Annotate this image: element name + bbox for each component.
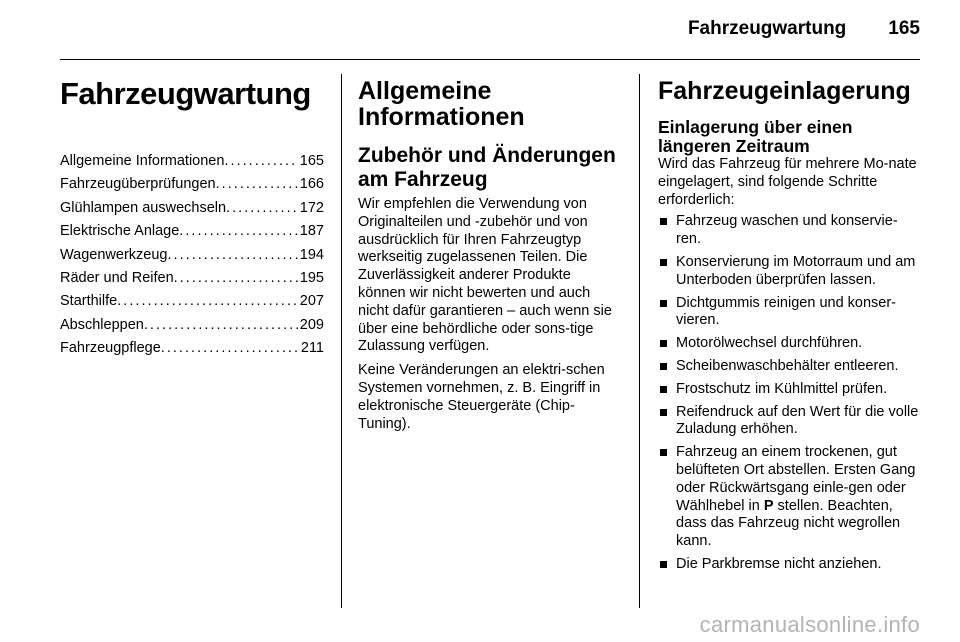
column-divider-2: [639, 74, 640, 608]
header-rule: [60, 59, 920, 60]
storage-column: [658, 78, 922, 579]
gear-position-label: P: [763, 497, 774, 514]
toc-item-label: Elektrische Anlage: [60, 223, 180, 240]
toc-item-page: 211: [300, 340, 324, 357]
square-bullet-icon: [660, 409, 667, 416]
list-item-text: Die Parkbremse nicht anziehen.: [676, 555, 882, 572]
toc-item-label: Abschleppen: [60, 316, 144, 333]
square-bullet-icon: [660, 300, 667, 307]
general-info-column: [358, 78, 622, 439]
toc-leader-dots: [179, 220, 298, 243]
toc-item-page: 165: [299, 153, 324, 169]
list-item-text-part: Fahrzeug an einem trockenen, gut belüfteten Ort abstellen. Ersten Gang oder Rückwärtsgang einle-gen oder Wählhebel in: [676, 444, 916, 514]
header-chapter-title: Fahrzeugwartung: [687, 18, 847, 39]
chapter-title: Fahrzeugwartung: [60, 76, 311, 111]
toc-item-page: 166: [299, 176, 324, 193]
list-item: [658, 254, 922, 290]
toc-item-label: Räder und Reifen: [60, 270, 174, 287]
toc-item-label: Wagenwerkzeug: [60, 246, 168, 263]
list-item: [658, 358, 922, 376]
list-item: [658, 295, 922, 331]
table-of-contents: [60, 150, 324, 361]
storage-steps-list: [658, 213, 922, 573]
list-item-text: Reifendruck auf den Wert für die volle Zuladung erhöhen.: [676, 403, 919, 438]
toc-item-page: 195: [299, 270, 324, 287]
section-subheading: Zubehör und Änderungen am Fahrzeug: [358, 144, 616, 191]
toc-item-label: Allgemeine Informationen: [60, 153, 225, 169]
square-bullet-icon: [660, 449, 667, 456]
list-item: [658, 556, 922, 574]
intro-paragraph: Wird das Fahrzeug für mehrere Mo-nate eingelagert, sind folgende Schritte erforderlich:: [658, 156, 917, 208]
header-page-number: 165: [888, 18, 920, 39]
toc-item[interactable]: [60, 173, 324, 196]
section-subheading: Einlagerung über einen längeren Zeitraum: [658, 117, 853, 156]
body-paragraph: Keine Veränderungen an elektri-schen Systemen vornehmen, z. B. Eingriff in elektronische Steuergeräte (Chip-Tuning).: [358, 362, 605, 432]
toc-leader-dots: [216, 173, 298, 196]
square-bullet-icon: [660, 386, 667, 393]
toc-item[interactable]: [60, 290, 324, 313]
toc-item-label: Starthilfe: [60, 293, 118, 310]
toc-leader-dots: [226, 197, 298, 220]
section-heading: Fahrzeugeinlagerung: [658, 77, 911, 105]
toc-item[interactable]: [60, 314, 324, 337]
list-item: [658, 381, 922, 399]
column-divider-1: [341, 74, 342, 608]
list-item: [658, 404, 922, 440]
toc-item-page: 172: [299, 199, 324, 216]
list-item: [658, 444, 922, 551]
toc-item-label: Glühlampen auswechseln: [60, 199, 227, 216]
list-item-text: Motorölwechsel durchführen.: [676, 335, 863, 352]
square-bullet-icon: [660, 340, 667, 347]
page-header: [680, 18, 920, 48]
toc-leader-dots: [144, 314, 298, 337]
toc-item-page: 209: [299, 316, 324, 333]
toc-item[interactable]: [60, 197, 324, 220]
list-item-text: Fahrzeug waschen und konservie-ren.: [676, 213, 898, 248]
list-item-text: Konservierung im Motorraum und am Unterboden überprüfen lassen.: [676, 253, 916, 288]
section-heading: Allgemeine Informationen: [358, 77, 525, 131]
toc-leader-dots: [161, 337, 299, 360]
toc-item-label: Fahrzeugüberprüfungen: [60, 176, 216, 193]
toc-item-page: 187: [299, 223, 324, 240]
list-item-text: Scheibenwaschbehälter entleeren.: [676, 357, 899, 374]
toc-leader-dots: [174, 267, 298, 290]
square-bullet-icon: [660, 218, 667, 225]
toc-item[interactable]: [60, 244, 324, 267]
watermark: carmanualsonline.info: [699, 612, 920, 637]
square-bullet-icon: [660, 259, 667, 266]
toc-item-label: Fahrzeugpflege: [60, 340, 161, 357]
toc-item-page: 194: [299, 246, 324, 263]
list-item-text: Dichtgummis reinigen und konser-vieren.: [676, 294, 897, 329]
list-item: [658, 335, 922, 353]
square-bullet-icon: [660, 561, 667, 568]
toc-item[interactable]: [60, 337, 324, 360]
list-item-text-part: stellen. Beachten, dass das Fahrzeug nicht wegrollen kann.: [676, 497, 901, 550]
toc-leader-dots: [224, 150, 297, 173]
toc-item[interactable]: [60, 220, 324, 243]
list-item: [658, 213, 922, 249]
toc-leader-dots: [117, 290, 298, 313]
toc-item[interactable]: [60, 267, 324, 290]
square-bullet-icon: [660, 363, 667, 370]
toc-leader-dots: [167, 244, 297, 267]
list-item-text: Frostschutz im Kühlmittel prüfen.: [676, 380, 888, 397]
toc-item[interactable]: [60, 150, 324, 173]
body-paragraph: Wir empfehlen die Verwendung von Originalteilen und -zubehör und von ausdrücklich für Ihren Fahrzeugtyp werkseitig zugelassenen Teilen. Die Zuverlässigkeit anderer Produkte können wir nicht bewerten und auch nicht dafür garantieren – auch wenn sie über eine behördliche oder sons-tige Zulassung verfügen.: [358, 196, 612, 355]
toc-item-page: 207: [299, 293, 324, 310]
